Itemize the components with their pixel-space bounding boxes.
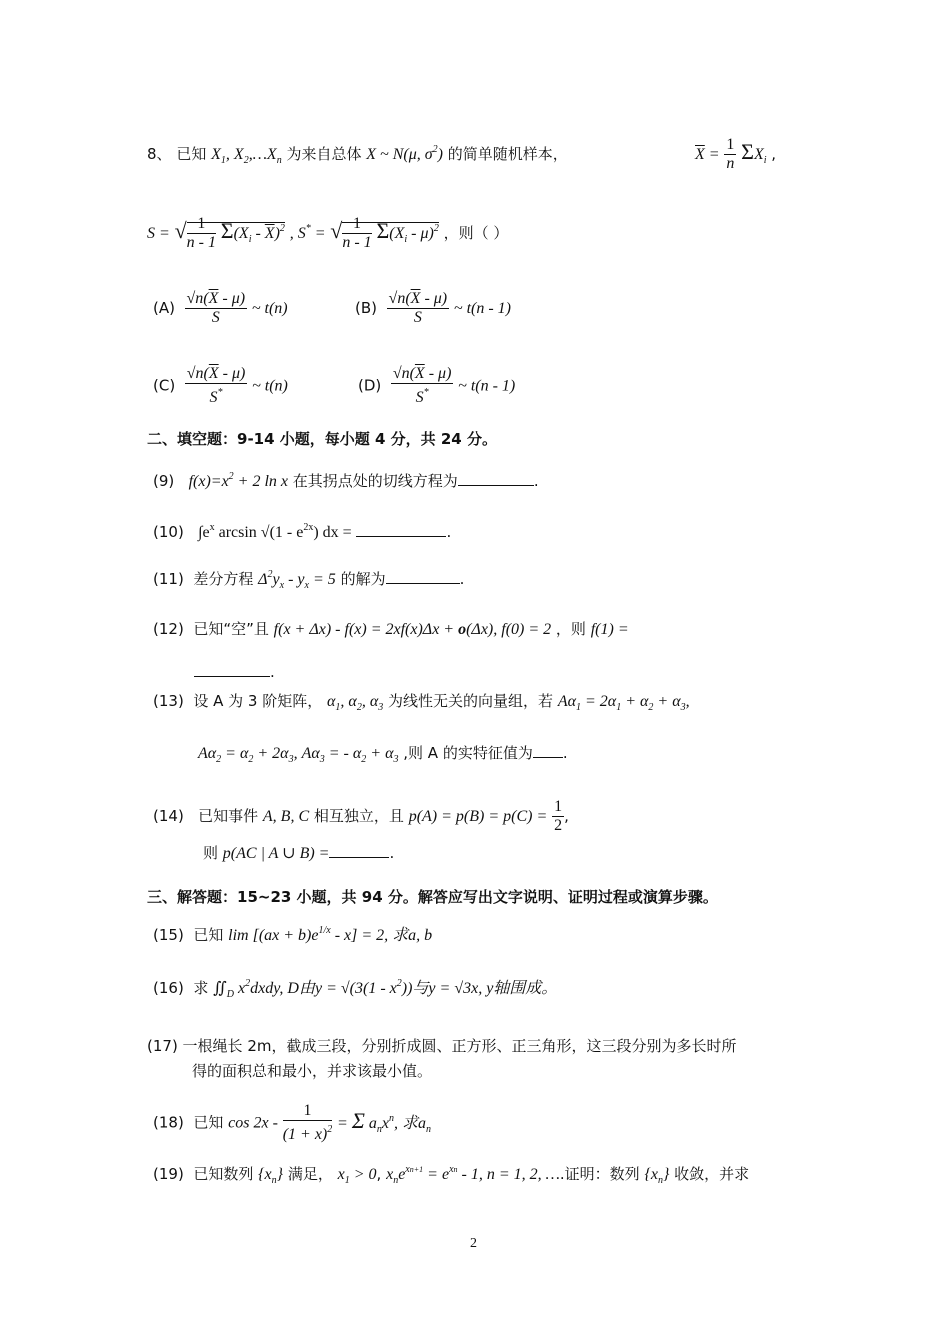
q13-line1: (13) 设 A 为 3 阶矩阵， $\alpha_1$, $\alpha_2$, $\alpha_3$ 为线性无关的向量组，若 $A\alpha_1 = 2\alpha_1 + \alpha_2 + \alpha_3$, <box>153 692 690 713</box>
q8-option-a: (A) $\frac{√n(\overline{X} - \mu)}{S}$ ~ t(n) <box>153 290 288 326</box>
q14-line2: 则 p(AC | A ∪ B) = . <box>203 844 395 862</box>
q17-line1: (17) 一根绳长 2m，截成三段，分别折成圆、正方形、正三角形，这三段分别为多长时所 <box>147 1037 737 1055</box>
q8-line1 <box>147 143 568 166</box>
q8-text-1: 已知 <box>176 145 207 163</box>
q15: (15) 已知 $\lim [(ax + b)e^{1/x} - x] = 2$, 求a, b <box>153 925 433 944</box>
q8-option-c: (C) $\frac{√n(\overline{X} - \mu)}{S^*}$ ~ t(n) <box>153 365 288 406</box>
q9: (9) $f(x)=x^2 + 2$ ln x 在其拐点处的切线方程为 . <box>153 471 539 490</box>
q12-answer-blank: . <box>194 662 275 681</box>
q8-sample-vars: $X_1$, $X_2,\dots X_n$ <box>211 146 282 166</box>
q8-population: X ~ N(μ, $\sigma^2$) <box>366 144 443 163</box>
q8-line2: S = √ $\frac{1}{n - 1}$ $\Sigma(X_i - \overline{X})^2$ , S* = √ $\frac{1}{n - 1}$ $\Sigma(X_i - \mu)^2$ ，则（ ） <box>147 215 509 251</box>
q8-option-b: (B) $\frac{√n(\overline{X} - \mu)}{S}$ ~ t(n - 1) <box>355 290 511 326</box>
section2-heading: 二、填空题：9-14 小题，每小题 4 分，共 24 分。 <box>147 430 497 448</box>
q8-number: 8、 <box>147 145 172 163</box>
q10: (10) $\int e^x$ $\arcsin √(1 - e^{2x})$ dx = . <box>153 522 452 541</box>
q8-mean-formula: $\overline{X}$ = $\frac{1}{n}$ $\Sigma X_i$ , <box>695 136 777 172</box>
q16: (16) 求 $∬_D$ $x^2dxdy$, D由$y = √(3(1 - x^2))$与y = √3x, y轴围成。 <box>153 978 558 1000</box>
page-number: 2 <box>470 1236 477 1251</box>
q8-text-2: 为来自总体 <box>286 145 362 163</box>
q13-line2: $A\alpha_2 = \alpha_2 + 2\alpha_3$, $A\alpha_3$ = - $\alpha_2 + \alpha_3$ ,则 A 的实特征值为 . <box>198 744 568 765</box>
q18: (18) 已知 cos 2x - $\frac{1}{(1 + x)^2}$ = Σ $a_nx^n$, 求$a_n$ <box>153 1102 432 1143</box>
q14-line1: (14) 已知事件 A, B, C 相互独立，且 p(A) = p(B) = p(C) = $\frac{1}{2}$ , <box>153 798 569 834</box>
q19: (19) 已知数列 $\{x_n\}$ 满足， $x_1 > 0$, $x_ne^{xn+1} = e^{xn} - 1$, n = 1, 2, ….证明：数列 $\{x_n\}$ 收敛，并求 <box>153 1164 750 1186</box>
q11: (11) 差分方程 $\Delta^2y_x - y_x = 5$ 的解为 . <box>153 569 465 591</box>
section3-heading: 三、解答题：15~23 小题，共 94 分。解答应写出文字说明、证明过程或演算步骤。 <box>147 888 718 906</box>
q8-option-d: (D) $\frac{√n(\overline{X} - \mu)}{S^*}$ ~ t(n - 1) <box>358 365 516 406</box>
q17-line2: 得的面积总和最小，并求该最小值。 <box>192 1062 433 1080</box>
q8-text-4: ，则（ ） <box>443 224 509 242</box>
q12: (12) 已知“空”且 f(x + Δx) - f(x) = 2xf(x)Δx + o(Δx), f(0) = 2 ，则 f(1) = <box>153 620 629 638</box>
q8-text-3: 的简单随机样本， <box>447 145 568 163</box>
